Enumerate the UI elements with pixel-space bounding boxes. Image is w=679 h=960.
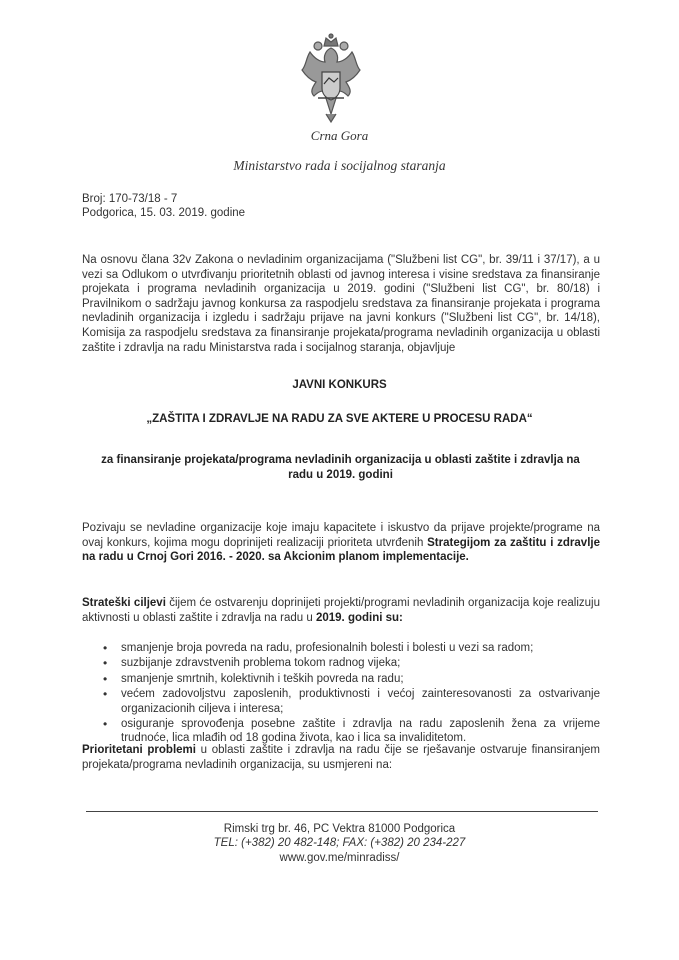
document-place-date: Podgorica, 15. 03. 2019. godine bbox=[82, 207, 246, 219]
priority-paragraph bbox=[82, 743, 600, 772]
list-item: • većem zadovoljstvu zaposlenih, produktivnosti i većoj zainteresovanosti za ostvarivanje organizacionih ciljeva i interesa; bbox=[103, 687, 600, 716]
strategy-reference: Strategijom za zaštitu i zdravlje na radu u Crnoj Gori 2016. - 2020. sa Akcionim planom implementacije. bbox=[82, 536, 600, 564]
goals-year: 2019. godini su: bbox=[315, 611, 403, 624]
goals-text: čijem će ostvarenju doprinijeti projekti/programi nevladinih organizacija koje realizuju aktivnosti u oblasti zaštite i zdravlja na radu u bbox=[82, 597, 600, 624]
document-meta bbox=[82, 192, 245, 220]
priority-text: u oblasti zaštite i zdravlja na radu čije se rješavanje ostvaruje finansiranjem projekata/programa nevladinih organizacija, su usmjereni na: bbox=[82, 744, 601, 771]
goals-lead: Strateški ciljevi bbox=[82, 597, 166, 609]
priority-lead: Prioritetani problemi bbox=[82, 744, 196, 756]
footer-web-link[interactable]: www.gov.me/minradiss/ bbox=[279, 852, 400, 864]
list-item: • suzbijanje zdravstvenih problema tokom radnog vijeka; bbox=[103, 656, 600, 670]
country-name: Crna Gora bbox=[310, 128, 369, 143]
goals-paragraph bbox=[82, 596, 600, 625]
invitation-text: Pozivaju se nevladine organizacije koje imaju kapacitete i iskustvo da prijave projekte/programe na ovaj konkurs, kojima mogu doprinijeti realizaciji prioriteta utvrđenih bbox=[82, 522, 600, 549]
contest-title: „ZAŠTITA I ZDRAVLJE NA RADU ZA SVE AKTERE U PROCESU RADA“ bbox=[146, 413, 533, 425]
goals-list bbox=[103, 641, 600, 747]
contest-subtitle: za finansiranje projekata/programa nevladinih organizacija u oblasti zaštite i zdravlja na radu u 2019. godini bbox=[101, 454, 580, 481]
document-number: Broj: 170-73/18 - 7 bbox=[82, 193, 178, 205]
list-item: • smanjenje broja povreda na radu, profesionalnih bolesti i bolesti u vezi sa radom; bbox=[103, 641, 600, 655]
footer-divider bbox=[86, 811, 598, 812]
montenegro-coat-of-arms-icon bbox=[296, 32, 366, 124]
invitation-paragraph bbox=[82, 521, 600, 565]
list-item: • osiguranje sprovođenja posebne zaštite i zdravlja na radu zaposlenih žena za vrijeme trudnoće, lica mlađih od 18 godina života, kao i lica sa invaliditetom. bbox=[103, 717, 600, 746]
contest-heading: JAVNI KONKURS bbox=[292, 379, 387, 391]
footer-address: Rimski trg br. 46, PC Vektra 81000 Podgorica bbox=[223, 823, 456, 835]
footer-contact: TEL: (+382) 20 482-148; FAX: (+382) 20 234-227 bbox=[213, 837, 466, 849]
ministry-name: Ministarstvo rada i socijalnog staranja bbox=[233, 158, 446, 173]
list-item: • smanjenje smrtnih, kolektivnih i teških povreda na radu; bbox=[103, 672, 600, 686]
intro-paragraph: Na osnovu člana 32v Zakona o nevladinim organizacijama ("Službeni list CG", br. 39/11 i 37/17), a u vezi sa Odlukom o utvrđivanju prioritetnih oblasti od javnog interesa i visine sredstava za finansiranje projekata i programa nevladinih organizacija u 2019. godini ("Službeni list CG", br. 80/18) i Pravilnikom o sadržaju javnog konkursa za raspodjelu sredstava za finansiranje projekata i programa nevladinih organizacija i izgledu i sadržaju prijave na javni konkurs ("Službeni list CG", br. 14/18), Komisija za raspodjelu sredstava za finansiranje projekata/programa nevladinih organizacija u oblasti zaštite i zdravlja na radu Ministarstva rada i socijalnog staranja, objavljuje bbox=[82, 254, 600, 354]
